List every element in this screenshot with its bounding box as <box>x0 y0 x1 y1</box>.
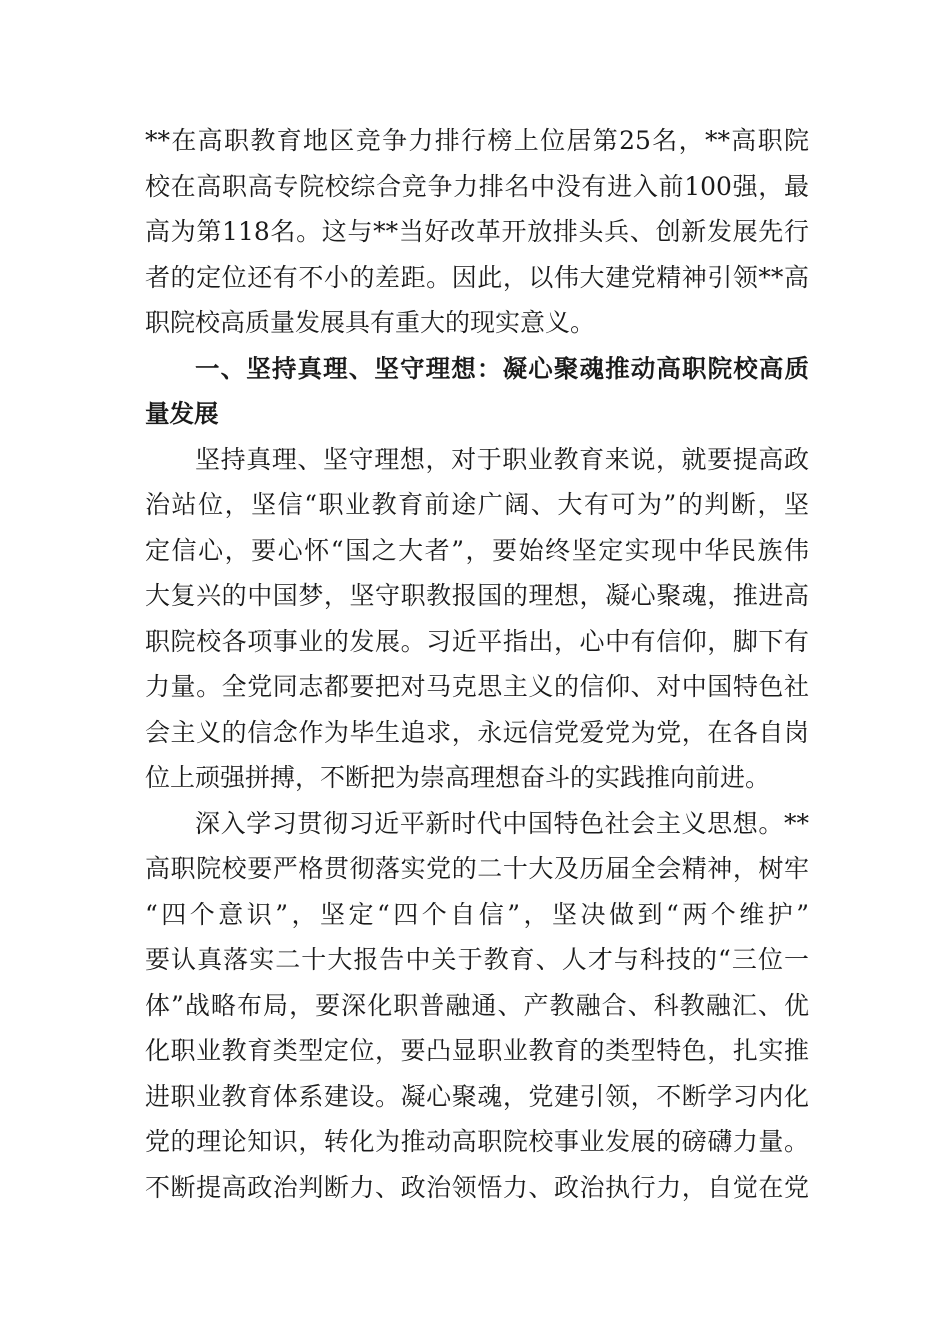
text-line: 高职院校要严格贯彻落实党的二十大及历届全会精神，树牢 <box>145 854 809 883</box>
heading-line: 一、坚持真理、坚守理想：凝心聚魂推动高职院校高质 <box>195 353 809 383</box>
section-heading <box>145 346 809 437</box>
text-line: 不断提高政治判断力、政治领悟力、政治执行力，自觉在党 <box>145 1172 809 1202</box>
paragraph-intro-continuation <box>145 118 809 346</box>
text-line: 坚持真理、坚守理想，对于职业教育来说，就要提高政 <box>195 444 809 474</box>
text-line: 进职业教育体系建设。凝心聚魂，党建引领，不断学习内化 <box>145 1081 809 1111</box>
text-line: 职院校各项事业的发展。习近平指出，心中有信仰，脚下有 <box>145 626 809 656</box>
text-line: 校在高职高专院校综合竞争力排名中没有进入前100强，最 <box>145 171 809 201</box>
text-line: “四个意识”，坚定“四个自信”，坚决做到“两个维护” <box>145 899 809 929</box>
text-line: 力量。全党同志都要把对马克思主义的信仰、对中国特色社 <box>145 672 809 701</box>
text-line: 位上顽强拼搏，不断把为崇高理想奋斗的实践推向前进。 <box>145 763 771 792</box>
text-line: 体”战略布局，要深化职普融通、产教融合、科教融汇、优 <box>145 990 809 1020</box>
text-line: 治站位，坚信“职业教育前途广阔、大有可为”的判断，坚 <box>145 490 809 519</box>
document-page <box>145 118 809 1210</box>
text-line: 者的定位还有不小的差距。因此，以伟大建党精神引领**高 <box>145 262 809 292</box>
text-line: **在高职教育地区竞争力排行榜上位居第25名，**高职院 <box>145 126 809 155</box>
text-line: 职院校高质量发展具有重大的现实意义。 <box>145 308 596 337</box>
text-line: 党的理论知识，转化为推动高职院校事业发展的磅礴力量。 <box>145 1127 809 1156</box>
heading-line: 量发展 <box>145 399 219 428</box>
paragraph-truth-ideals <box>145 437 809 801</box>
text-line: 定信心，要心怀“国之大者”，要始终坚定实现中华民族伟 <box>145 535 809 565</box>
paragraph-study-thought <box>145 801 809 1211</box>
text-line: 高为第118名。这与**当好改革开放排头兵、创新发展先行 <box>145 217 809 246</box>
text-line: 深入学习贯彻习近平新时代中国特色社会主义思想。** <box>195 808 809 838</box>
text-line: 化职业教育类型定位，要凸显职业教育的类型特色，扎实推 <box>145 1036 809 1065</box>
text-line: 要认真落实二十大报告中关于教育、人才与科技的“三位一 <box>145 945 809 974</box>
text-line: 会主义的信念作为毕生追求，永远信党爱党为党，在各自岗 <box>145 717 809 747</box>
text-line: 大复兴的中国梦，坚守职教报国的理想，凝心聚魂，推进高 <box>145 581 809 610</box>
